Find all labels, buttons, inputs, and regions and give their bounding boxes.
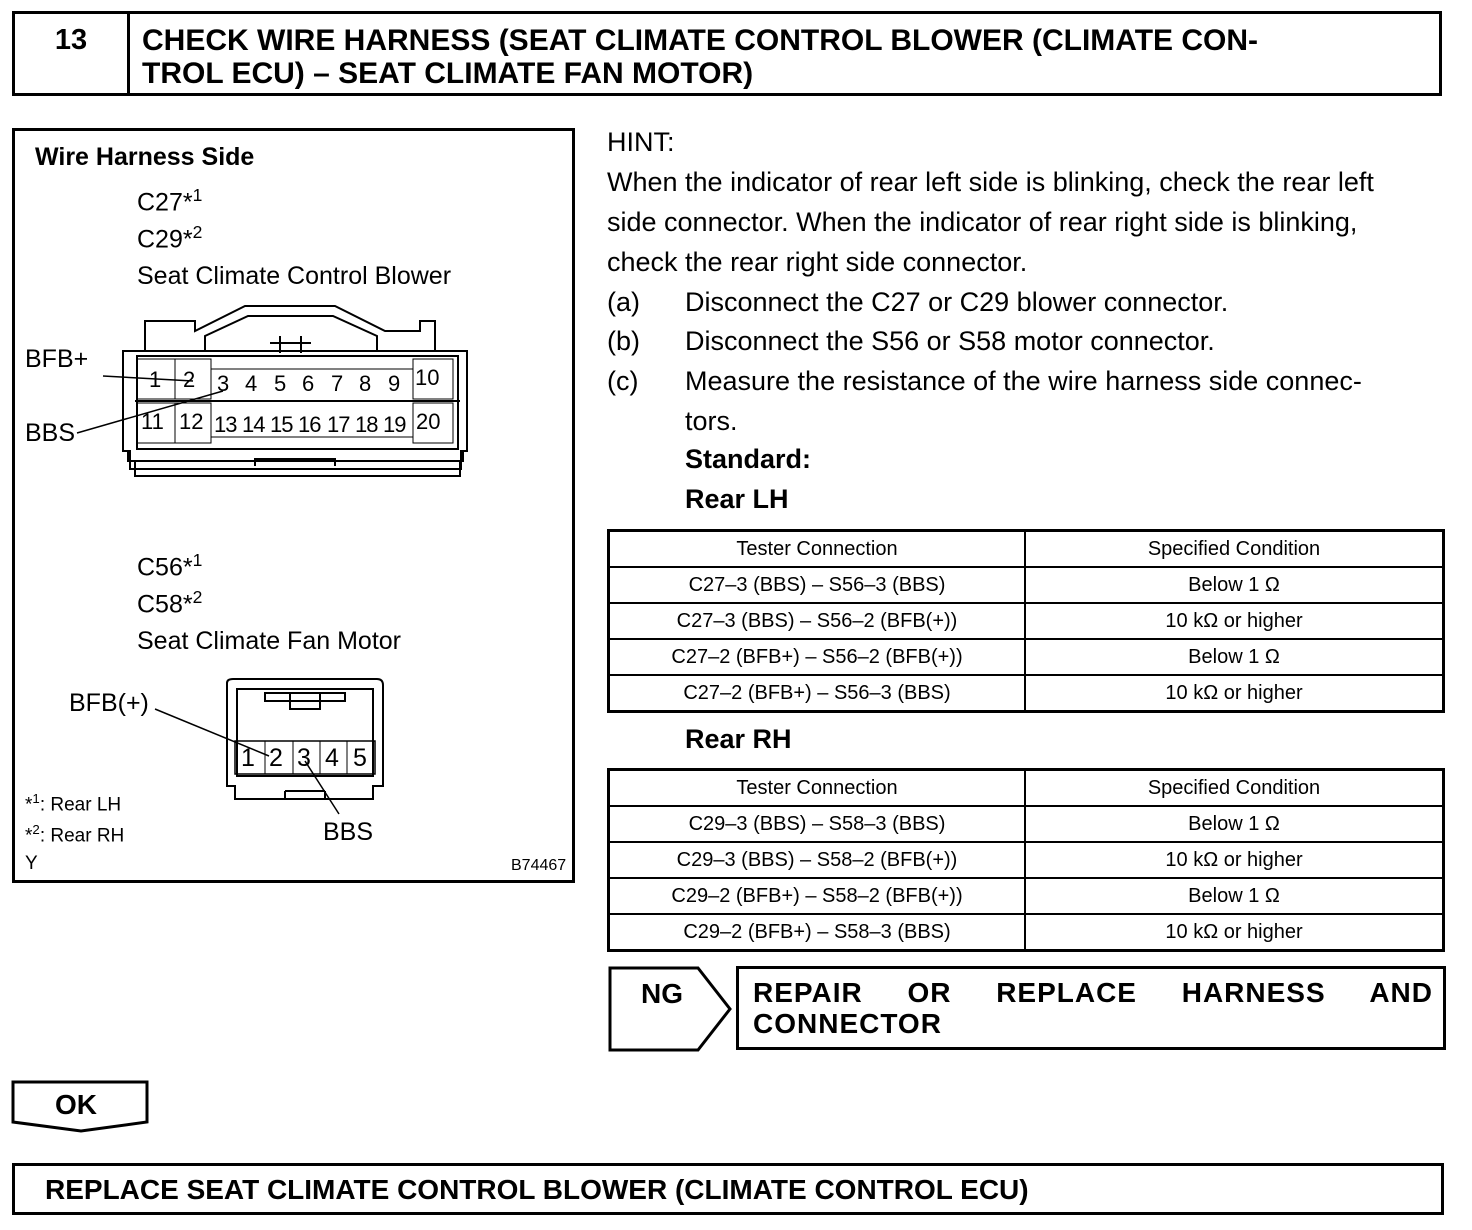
blower-connector-c29: C29*$^2$ xyxy=(137,222,203,254)
motor-label-bbs: BBS xyxy=(323,818,374,846)
table-header-row xyxy=(609,531,1444,568)
table-row xyxy=(609,567,1444,603)
step-c-marker: (c) xyxy=(607,366,639,396)
step-title xyxy=(142,24,1432,90)
table-cell: 10 kΩ or higher xyxy=(1025,842,1443,878)
table-row xyxy=(609,675,1444,712)
pin-1: 1 xyxy=(149,367,162,392)
footnote-rear-lh: *$^1$: Rear LH xyxy=(25,791,122,816)
motor-pin-3: 3 xyxy=(297,744,311,772)
table-row xyxy=(609,878,1444,914)
motor-label-bfb: BFB(+) xyxy=(69,689,149,717)
table-header-cell: Specified Condition xyxy=(1025,531,1443,568)
pin-3: 3 xyxy=(217,371,230,396)
connector-figure xyxy=(12,128,575,883)
blower-label-bbs: BBS xyxy=(25,419,76,447)
table-row xyxy=(609,842,1444,878)
standard-label: Standard: xyxy=(685,444,812,474)
blower-name: Seat Climate Control Blower xyxy=(137,262,452,290)
table-cell: 10 kΩ or higher xyxy=(1025,675,1443,712)
pin-6: 6 xyxy=(302,371,315,396)
table-row xyxy=(609,639,1444,675)
table-cell: C27–3 (BBS) – S56–2 (BFB(+)) xyxy=(609,603,1026,639)
pin-14: 14 xyxy=(242,412,265,437)
step-c-text: Measure the resistance of the wire harness side connec- xyxy=(685,366,1362,396)
rear-rh-label: Rear RH xyxy=(685,724,792,754)
figure-id: B74467 xyxy=(511,857,567,874)
pin-18: 18 xyxy=(355,412,378,437)
table-cell: C27–2 (BFB+) – S56–2 (BFB(+)) xyxy=(609,639,1026,675)
step-b-marker: (b) xyxy=(607,326,640,356)
table-cell: 10 kΩ or higher xyxy=(1025,603,1443,639)
pin-7: 7 xyxy=(331,371,344,396)
pin-2: 2 xyxy=(183,367,196,392)
final-action-box xyxy=(12,1163,1444,1215)
step-a-marker: (a) xyxy=(607,287,640,317)
pin-19: 19 xyxy=(383,412,406,437)
rear-lh-table xyxy=(607,529,1445,713)
pin-13: 13 xyxy=(214,412,237,437)
table-row xyxy=(609,806,1444,842)
pin-17: 17 xyxy=(327,412,350,437)
hint-line-2: side connector. When the indicator of rear right side is blinking, xyxy=(607,207,1358,237)
table-cell: Below 1 Ω xyxy=(1025,806,1443,842)
figure-corner-mark: Y xyxy=(25,853,38,874)
table-header-cell: Tester Connection xyxy=(609,770,1026,807)
pin-20: 20 xyxy=(416,409,441,434)
table-row xyxy=(609,914,1444,951)
rear-rh-table xyxy=(607,768,1445,952)
table-cell: Below 1 Ω xyxy=(1025,639,1443,675)
blower-label-bfb: BFB+ xyxy=(25,345,89,373)
table-cell: C29–2 (BFB+) – S58–2 (BFB(+)) xyxy=(609,878,1026,914)
pin-15: 15 xyxy=(270,412,293,437)
motor-name: Seat Climate Fan Motor xyxy=(137,627,401,655)
table-cell: C27–2 (BFB+) – S56–3 (BBS) xyxy=(609,675,1026,712)
table-cell: C29–3 (BBS) – S58–2 (BFB(+)) xyxy=(609,842,1026,878)
pin-10: 10 xyxy=(415,365,440,390)
motor-pin-5: 5 xyxy=(353,744,367,772)
step-header xyxy=(12,11,1442,96)
pin-9: 9 xyxy=(388,371,401,396)
footnote-rear-rh: *$^2$: Rear RH xyxy=(25,822,125,847)
table-cell: C29–3 (BBS) – S58–3 (BBS) xyxy=(609,806,1026,842)
step-a-text: Disconnect the C27 or C29 blower connector. xyxy=(685,287,1229,317)
step-c-text-continued: tors. xyxy=(685,406,738,436)
step-b-text: Disconnect the S56 or S58 motor connector. xyxy=(685,326,1215,356)
table-header-cell: Tester Connection xyxy=(609,531,1026,568)
table-row xyxy=(609,603,1444,639)
figure-heading: Wire Harness Side xyxy=(35,143,255,171)
step-title-line1: CHECK WIRE HARNESS (SEAT CLIMATE CONTROL BLOWER (CLIMATE CON- xyxy=(142,24,1259,57)
ng-label: NG xyxy=(641,978,683,1009)
ok-label: OK xyxy=(55,1089,97,1120)
hint-line-1: When the indicator of rear left side is blinking, check the rear left xyxy=(607,167,1374,197)
final-action-text: REPLACE SEAT CLIMATE CONTROL BLOWER (CLIMATE CONTROL ECU) xyxy=(45,1174,1029,1205)
rear-lh-label: Rear LH xyxy=(685,484,789,514)
hint-line-3: check the rear right side connector. xyxy=(607,247,1028,277)
table-cell: C29–2 (BFB+) – S58–3 (BBS) xyxy=(609,914,1026,951)
motor-pins xyxy=(235,744,375,774)
hint-label: HINT: xyxy=(607,127,675,157)
table-header-cell: Specified Condition xyxy=(1025,770,1443,807)
pin-8: 8 xyxy=(359,371,372,396)
motor-pin-1: 1 xyxy=(241,744,255,772)
pin-4: 4 xyxy=(245,371,258,396)
motor-connector-c58: C58*$^2$ xyxy=(137,587,203,619)
table-cell: Below 1 Ω xyxy=(1025,878,1443,914)
step-number: 13 xyxy=(15,14,130,93)
step-title-line2: TROL ECU) – SEAT CLIMATE FAN MOTOR) xyxy=(142,57,754,90)
pin-12: 12 xyxy=(179,409,204,434)
motor-connector-c56: C56*$^1$ xyxy=(137,550,203,582)
blower-connector-c27: C27*$^1$ xyxy=(137,185,203,217)
pin-11: 11 xyxy=(141,409,164,434)
table-cell: C27–3 (BBS) – S56–3 (BBS) xyxy=(609,567,1026,603)
table-cell: Below 1 Ω xyxy=(1025,567,1443,603)
ng-action-box xyxy=(736,966,1446,1050)
table-cell: 10 kΩ or higher xyxy=(1025,914,1443,951)
motor-pin-4: 4 xyxy=(325,744,339,772)
pin-16: 16 xyxy=(298,412,321,437)
motor-pin-2: 2 xyxy=(269,744,283,772)
pin-5: 5 xyxy=(274,371,287,396)
table-header-row xyxy=(609,770,1444,807)
ng-action-text: REPAIR OR REPLACE HARNESS AND CONNECTOR xyxy=(753,977,1433,1039)
